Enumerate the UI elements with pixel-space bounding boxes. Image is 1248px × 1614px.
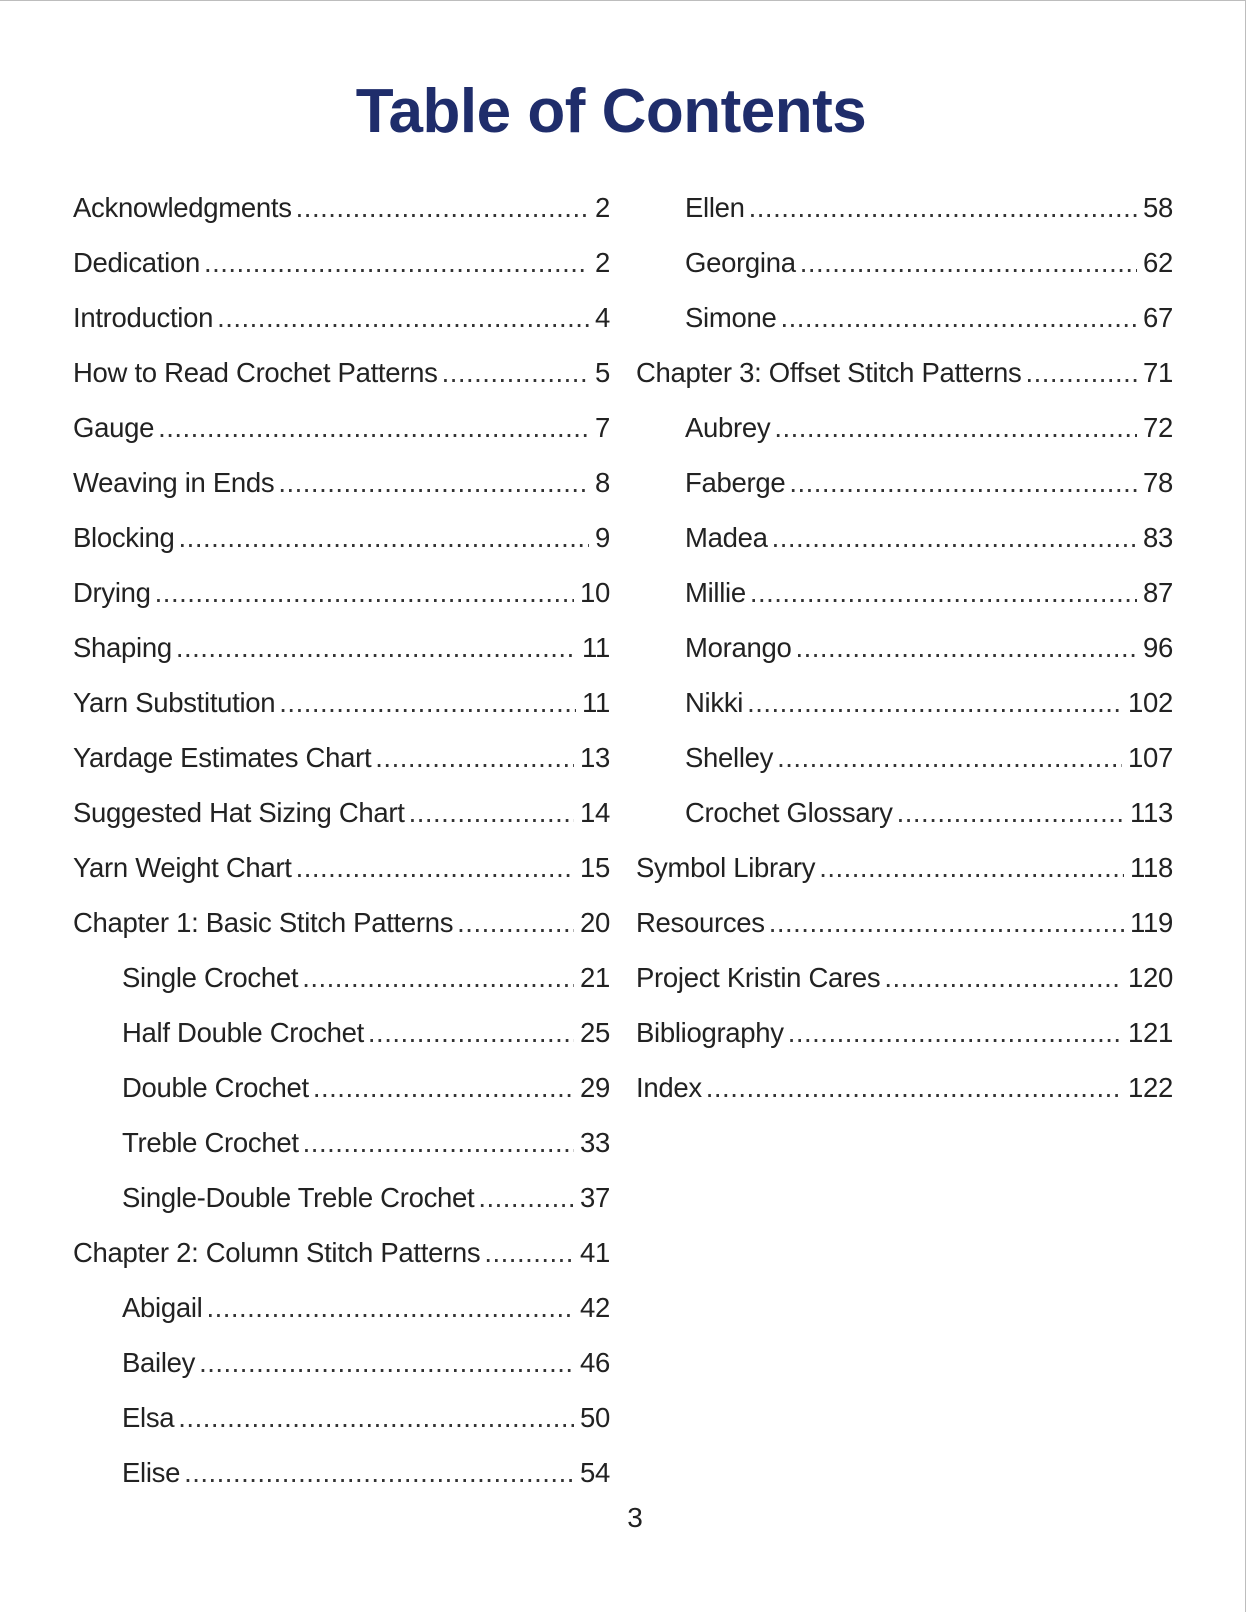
dot-leader — [375, 730, 574, 785]
dot-leader — [368, 1005, 574, 1060]
toc-entry-label: Chapter 2: Column Stitch Patterns — [73, 1237, 481, 1268]
toc-entry-page-number: 14 — [580, 797, 610, 828]
toc-entry-page-number: 5 — [595, 357, 610, 388]
toc-entry[interactable] — [73, 950, 610, 1005]
dot-leader — [774, 400, 1137, 455]
toc-entry-label: Millie — [685, 577, 746, 608]
dot-leader — [706, 1060, 1122, 1115]
toc-entry[interactable] — [636, 675, 1173, 730]
toc-entry-label: Resources — [636, 907, 765, 938]
toc-entry[interactable] — [636, 895, 1173, 950]
toc-entry[interactable] — [73, 1445, 610, 1500]
toc-entry-label: Madea — [685, 522, 768, 553]
toc-entry-page-number: 7 — [595, 412, 610, 443]
toc-entry[interactable] — [73, 510, 610, 565]
toc-entry[interactable] — [73, 1115, 610, 1170]
toc-entry-page-number: 71 — [1143, 357, 1173, 388]
toc-entry-label: Drying — [73, 577, 151, 608]
toc-entry[interactable] — [73, 1170, 610, 1225]
toc-entry[interactable] — [636, 840, 1173, 895]
toc-entry-page-number: 2 — [595, 247, 610, 278]
toc-entry[interactable] — [636, 510, 1173, 565]
toc-entry-label: Single Crochet — [122, 962, 299, 993]
toc-entry-page-number: 46 — [580, 1347, 610, 1378]
toc-entry-label: Shelley — [685, 742, 774, 773]
toc-entry-page-number: 87 — [1143, 577, 1173, 608]
dot-leader — [484, 1225, 574, 1280]
dot-leader — [897, 785, 1124, 840]
toc-entry-label: Yarn Substitution — [73, 687, 276, 718]
dot-leader — [303, 1115, 574, 1170]
toc-entry-page-number: 120 — [1128, 962, 1173, 993]
toc-entry-page-number: 20 — [580, 907, 610, 938]
toc-entry-page-number: 78 — [1143, 467, 1173, 498]
toc-entry-label: Treble Crochet — [122, 1127, 299, 1158]
toc-entry-label: Blocking — [73, 522, 175, 553]
dot-leader — [302, 950, 574, 1005]
toc-entry[interactable] — [73, 1225, 610, 1280]
dot-leader — [780, 290, 1137, 345]
toc-entry-label: Yarn Weight Chart — [73, 852, 292, 883]
toc-entry[interactable] — [73, 840, 610, 895]
toc-entry[interactable] — [73, 1060, 610, 1115]
toc-entry-label: Suggested Hat Sizing Chart — [73, 797, 405, 828]
toc-entry-label: Single-Double Treble Crochet — [122, 1182, 475, 1213]
toc-entry-page-number: 9 — [595, 522, 610, 553]
dot-leader — [788, 1005, 1122, 1060]
toc-entry-label: Faberge — [685, 467, 786, 498]
dot-leader — [819, 840, 1124, 895]
dot-leader — [749, 180, 1137, 235]
toc-entry[interactable] — [73, 675, 610, 730]
toc-entry-label: Crochet Glossary — [685, 797, 893, 828]
toc-entry[interactable] — [636, 290, 1173, 345]
toc-entry[interactable] — [73, 1005, 610, 1060]
toc-entry-page-number: 13 — [580, 742, 610, 773]
dot-leader — [442, 345, 589, 400]
toc-entry-label: Elise — [122, 1457, 181, 1488]
toc-entry-page-number: 11 — [582, 687, 610, 718]
toc-entry-page-number: 21 — [580, 962, 610, 993]
dot-leader — [457, 895, 574, 950]
dot-leader — [409, 785, 574, 840]
toc-entry-page-number: 25 — [580, 1017, 610, 1048]
toc-entry-label: Bibliography — [636, 1017, 784, 1048]
toc-entry[interactable] — [73, 455, 610, 510]
toc-entry-page-number: 67 — [1143, 302, 1173, 333]
toc-entry-label: Georgina — [685, 247, 796, 278]
toc-entry-label: Half Double Crochet — [122, 1017, 364, 1048]
toc-right-column — [636, 180, 1173, 1115]
dot-leader — [184, 1445, 574, 1500]
toc-entry-page-number: 54 — [580, 1457, 610, 1488]
toc-entry[interactable] — [73, 730, 610, 785]
toc-entry-label: Nikki — [685, 687, 744, 718]
toc-entry-page-number: 119 — [1130, 907, 1173, 938]
toc-entry-label: Double Crochet — [122, 1072, 309, 1103]
toc-entry-label: Bailey — [122, 1347, 196, 1378]
dot-leader — [179, 510, 589, 565]
toc-entry[interactable] — [636, 565, 1173, 620]
toc-entry-page-number: 121 — [1128, 1017, 1173, 1048]
dot-leader — [178, 1390, 574, 1445]
toc-entry[interactable] — [73, 235, 610, 290]
toc-entry-page-number: 37 — [580, 1182, 610, 1213]
toc-entry-page-number: 11 — [582, 632, 610, 663]
dot-leader — [199, 1335, 574, 1390]
dot-leader — [1025, 345, 1137, 400]
page-number: 3 — [627, 1502, 643, 1533]
toc-entry-label: Symbol Library — [636, 852, 816, 883]
dot-leader — [747, 675, 1122, 730]
toc-entry-page-number: 4 — [595, 302, 610, 333]
toc-entry[interactable] — [73, 345, 610, 400]
dot-leader — [772, 510, 1137, 565]
toc-entry[interactable] — [636, 345, 1173, 400]
dot-leader — [296, 840, 574, 895]
dot-leader — [313, 1060, 574, 1115]
toc-entry-page-number: 107 — [1128, 742, 1173, 773]
toc-entry[interactable] — [73, 180, 610, 235]
toc-entry[interactable] — [636, 400, 1173, 455]
toc-entry-label: Abigail — [122, 1292, 203, 1323]
dot-leader — [158, 400, 589, 455]
dot-leader — [769, 895, 1124, 950]
toc-entry-label: Shaping — [73, 632, 172, 663]
dot-leader — [478, 1170, 574, 1225]
dot-leader — [800, 235, 1137, 290]
dot-leader — [206, 1280, 574, 1335]
toc-entry[interactable] — [636, 1005, 1173, 1060]
dot-leader — [750, 565, 1137, 620]
toc-entry-label: Acknowledgments — [73, 192, 292, 223]
toc-entry-label: Introduction — [73, 302, 214, 333]
toc-entry[interactable] — [636, 180, 1173, 235]
toc-entry-page-number: 15 — [580, 852, 610, 883]
toc-entry-label: Morango — [685, 632, 792, 663]
toc-entry[interactable] — [73, 895, 610, 950]
toc-entry[interactable] — [73, 1390, 610, 1445]
toc-entry-page-number: 33 — [580, 1127, 610, 1158]
toc-entry-page-number: 72 — [1143, 412, 1173, 443]
toc-entry-label: Simone — [685, 302, 777, 333]
toc-entry[interactable] — [636, 620, 1173, 675]
toc-entry-page-number: 50 — [580, 1402, 610, 1433]
toc-entry[interactable] — [73, 565, 610, 620]
toc-entry-page-number: 10 — [580, 577, 610, 608]
toc-entry-label: Gauge — [73, 412, 155, 443]
page-title: Table of Contents — [355, 77, 867, 146]
toc-entry-page-number: 62 — [1143, 247, 1173, 278]
dot-leader — [279, 675, 576, 730]
toc-entry-page-number: 118 — [1130, 852, 1173, 883]
toc-entry-page-number: 42 — [580, 1292, 610, 1323]
dot-leader — [278, 455, 589, 510]
dot-leader — [296, 180, 589, 235]
toc-entry-page-number: 2 — [595, 192, 610, 223]
toc-entry-label: Chapter 3: Offset Stitch Patterns — [636, 357, 1022, 388]
toc-entry-label: Yardage Estimates Chart — [73, 742, 372, 773]
toc-entry-page-number: 58 — [1143, 192, 1173, 223]
toc-entry-label: Dedication — [73, 247, 200, 278]
toc-entry[interactable] — [636, 950, 1173, 1005]
dot-leader — [176, 620, 576, 675]
toc-entry[interactable] — [73, 785, 610, 840]
toc-entry-label: Weaving in Ends — [73, 467, 275, 498]
toc-entry-page-number: 96 — [1143, 632, 1173, 663]
toc-entry[interactable] — [636, 455, 1173, 510]
toc-entry[interactable] — [636, 730, 1173, 785]
toc-entry-label: Index — [636, 1072, 702, 1103]
dot-leader — [789, 455, 1137, 510]
toc-entry[interactable] — [636, 785, 1173, 840]
toc-entry-page-number: 113 — [1130, 797, 1173, 828]
toc-entry-label: Project Kristin Cares — [636, 962, 881, 993]
dot-leader — [795, 620, 1137, 675]
toc-entry-page-number: 102 — [1128, 687, 1173, 718]
toc-entry[interactable] — [636, 1060, 1173, 1115]
toc-left-column — [73, 180, 610, 1500]
toc-entry-page-number: 122 — [1128, 1072, 1173, 1103]
dot-leader — [777, 730, 1122, 785]
toc-entry-label: Ellen — [685, 192, 745, 223]
dot-leader — [155, 565, 574, 620]
toc-entry-page-number: 83 — [1143, 522, 1173, 553]
toc-entry-page-number: 8 — [595, 467, 610, 498]
toc-entry-label: Chapter 1: Basic Stitch Patterns — [73, 907, 454, 938]
dot-leader — [217, 290, 589, 345]
toc-entry[interactable] — [73, 1280, 610, 1335]
toc-entry-label: How to Read Crochet Patterns — [73, 357, 438, 388]
toc-entry-label: Elsa — [122, 1402, 175, 1433]
dot-leader — [204, 235, 589, 290]
toc-entry[interactable] — [73, 1335, 610, 1390]
toc-entry[interactable] — [73, 400, 610, 455]
dot-leader — [884, 950, 1122, 1005]
toc-entry-page-number: 41 — [580, 1237, 610, 1268]
toc-entry-page-number: 29 — [580, 1072, 610, 1103]
toc-entry[interactable] — [73, 290, 610, 345]
toc-entry[interactable] — [73, 620, 610, 675]
toc-entry[interactable] — [636, 235, 1173, 290]
toc-entry-label: Aubrey — [685, 412, 771, 443]
